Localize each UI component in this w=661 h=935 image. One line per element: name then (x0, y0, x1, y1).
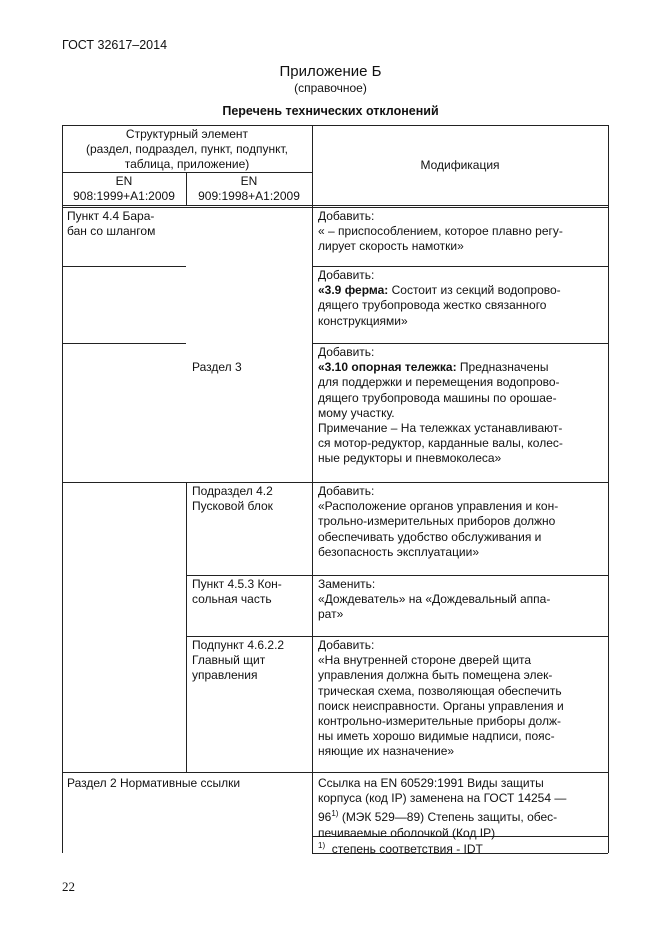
footnote-text: степень соответствия - IDT (331, 842, 483, 856)
page-number: 22 (62, 879, 75, 894)
row3-term: «3.10 опорная тележка: (318, 360, 457, 375)
appendix-title: Приложение Б (279, 63, 382, 80)
header-en-908: EN 908:1999+A1:2009 (73, 174, 175, 204)
row2-action: Добавить: (318, 268, 375, 282)
row2-definition: Состоит из секций водопрово- дящего трубопровода жестко связанного конструкциями» (318, 283, 561, 328)
footnote-mark: 1) (318, 841, 326, 850)
row3-modification (318, 345, 606, 467)
row3-action: Добавить: (318, 345, 375, 359)
deviations-table (62, 125, 608, 856)
appendix-subtitle: (справочное) (294, 81, 367, 95)
header-modification: Модификация (420, 158, 500, 172)
header-structural-element: Структурный элемент (раздел, подраздел, пункт, подпункт, таблица, приложение) (86, 127, 288, 172)
row2-term: «3.9 ферма: (318, 283, 389, 298)
row6-modification: Добавить: «На внутренней стороне дверей щита управления должна быть помещена элек- трическая схема, позволяющая обеспечить поиск неисправности. Органы управления и контрольно-измерительные приборы долж- ны иметь хорошо видимые надписи, пояс- няющие их назначение» (318, 638, 564, 759)
row7-modification (318, 776, 606, 841)
row7-text-cont: (МЭК 529—89) Степень защиты, обес- печиваемые оболочкой (Код IP) (318, 810, 558, 840)
row4-element: Подраздел 4.2 Пусковой блок (192, 484, 273, 514)
table-caption: Перечень технических отклонений (222, 104, 439, 118)
document-code: ГОСТ 32617–2014 (62, 38, 168, 52)
row5-element: Пункт 4.5.3 Кон- сольная часть (192, 577, 282, 607)
row7-text: Ссылка на EN 60529:1991 Виды защиты корпуса (код IP) заменена на ГОСТ 14254 — 96 (318, 776, 567, 825)
row1-modification: Добавить: « – приспособлением, которое плавно регу- лирует скорость намотки» (318, 209, 563, 254)
row6-element: Подпункт 4.6.2.2 Главный щит управления (192, 638, 285, 683)
row3-element: Раздел 3 (192, 360, 242, 374)
row1-element: Пункт 4.4 Бара- бан со шлангом (67, 209, 156, 239)
row4-modification: Добавить: «Расположение органов управления и кон- трольно-измерительных приборов должно обеспечивать удобство обслуживания и безопасность эксплуатации» (318, 484, 559, 559)
row3-definition: Предназначены для поддержки и перемещения водопрово- дящего трубопровода машины по орошае- мому участку. Примечание – На тележках устанавливают- ся мотор-редуктор, карданные валы, колес- ные редукторы и пневмоколеса» (318, 360, 563, 466)
row5-modification: Заменить: «Дождеватель» на «Дождевальный аппа- рат» (318, 577, 551, 622)
row2-modification (318, 268, 606, 329)
header-en-909: EN 909:1998+A1:2009 (198, 174, 300, 204)
footnote-ref: 1) (331, 809, 339, 819)
footnote (318, 838, 606, 857)
row7-element: Раздел 2 Нормативные ссылки (67, 776, 241, 790)
